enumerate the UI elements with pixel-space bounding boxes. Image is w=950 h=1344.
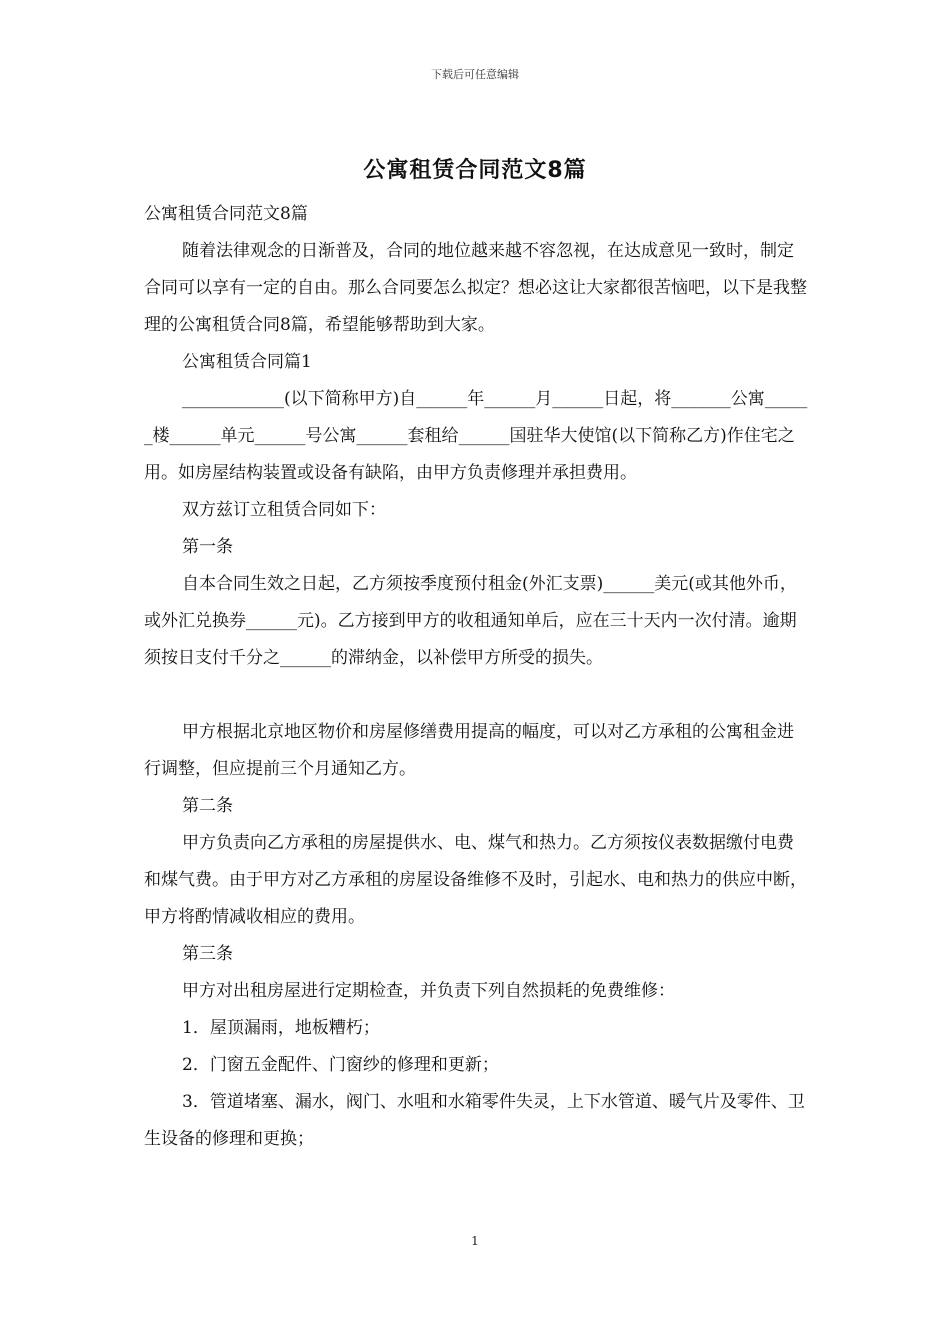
list-item: 2．门窗五金配件、门窗纱的修理和更新； (182, 1055, 499, 1075)
subtitle-paragraph: 公寓租赁合同范文8篇 (144, 204, 308, 224)
article-heading: 第二条 (182, 796, 233, 816)
body-paragraph: 甲方根据北京地区物价和房屋修缮费用提高的幅度，可以对乙方承租的公寓租金进行调整，但应提前三个月通知乙方。 (144, 722, 794, 779)
body-paragraph: 甲方负责向乙方承租的房屋提供水、电、煤气和热力。乙方须按仪表数据缴付电费和煤气费。由于甲方对乙方承租的房屋设备维修不及时，引起水、电和热力的供应中断，甲方将酌情减收相应的费用。 (144, 833, 807, 927)
article-heading: 第一条 (182, 537, 233, 557)
body-paragraph: 甲方对出租房屋进行定期检查，并负责下列自然损耗的免费维修： (182, 981, 675, 1001)
header-note: 下载后可任意编辑 (431, 68, 519, 81)
body-paragraph: 双方兹订立租赁合同如下： (182, 500, 386, 520)
article-heading: 第三条 (182, 944, 233, 964)
document-title: 公寓租赁合同范文8篇 (363, 158, 587, 183)
list-item: 3．管道堵塞、漏水，阀门、水咀和水箱零件失灵，上下水管道、暖气片及零件、卫生设备的修理和更换； (144, 1092, 805, 1149)
page-number: 1 (471, 1234, 479, 1248)
body-paragraph: 自本合同生效之日起，乙方须按季度预付租金(外汇支票)______美元(或其他外币，或外汇兑换券______元)。乙方接到甲方的收租通知单后，应在三十天内一次付清。逾期须按日支付千分之______的滞纳金，以补偿甲方所受的损失。 (144, 574, 797, 668)
body-paragraph: ____________(以下简称甲方)自______年______月______日起，将_______公寓______楼______单元______号公寓______套租给______国驻华大使馆(以下简称乙方)作住宅之用。如房屋结构装置或设备有缺陷，由甲方负责修理并承担费用。 (144, 389, 808, 483)
intro-paragraph: 随着法律观念的日渐普及，合同的地位越来越不容忽视，在达成意见一致时，制定合同可以享有一定的自由。那么合同要怎么拟定？想必这让大家都很苦恼吧，以下是我整理的公寓租赁合同8篇，希望能够帮助到大家。 (144, 241, 807, 335)
paragraph-gap (144, 677, 809, 714)
list-item: 1．屋顶漏雨，地板糟朽； (182, 1018, 380, 1038)
section-heading: 公寓租赁合同篇1 (182, 352, 312, 372)
document-body (144, 196, 809, 1158)
